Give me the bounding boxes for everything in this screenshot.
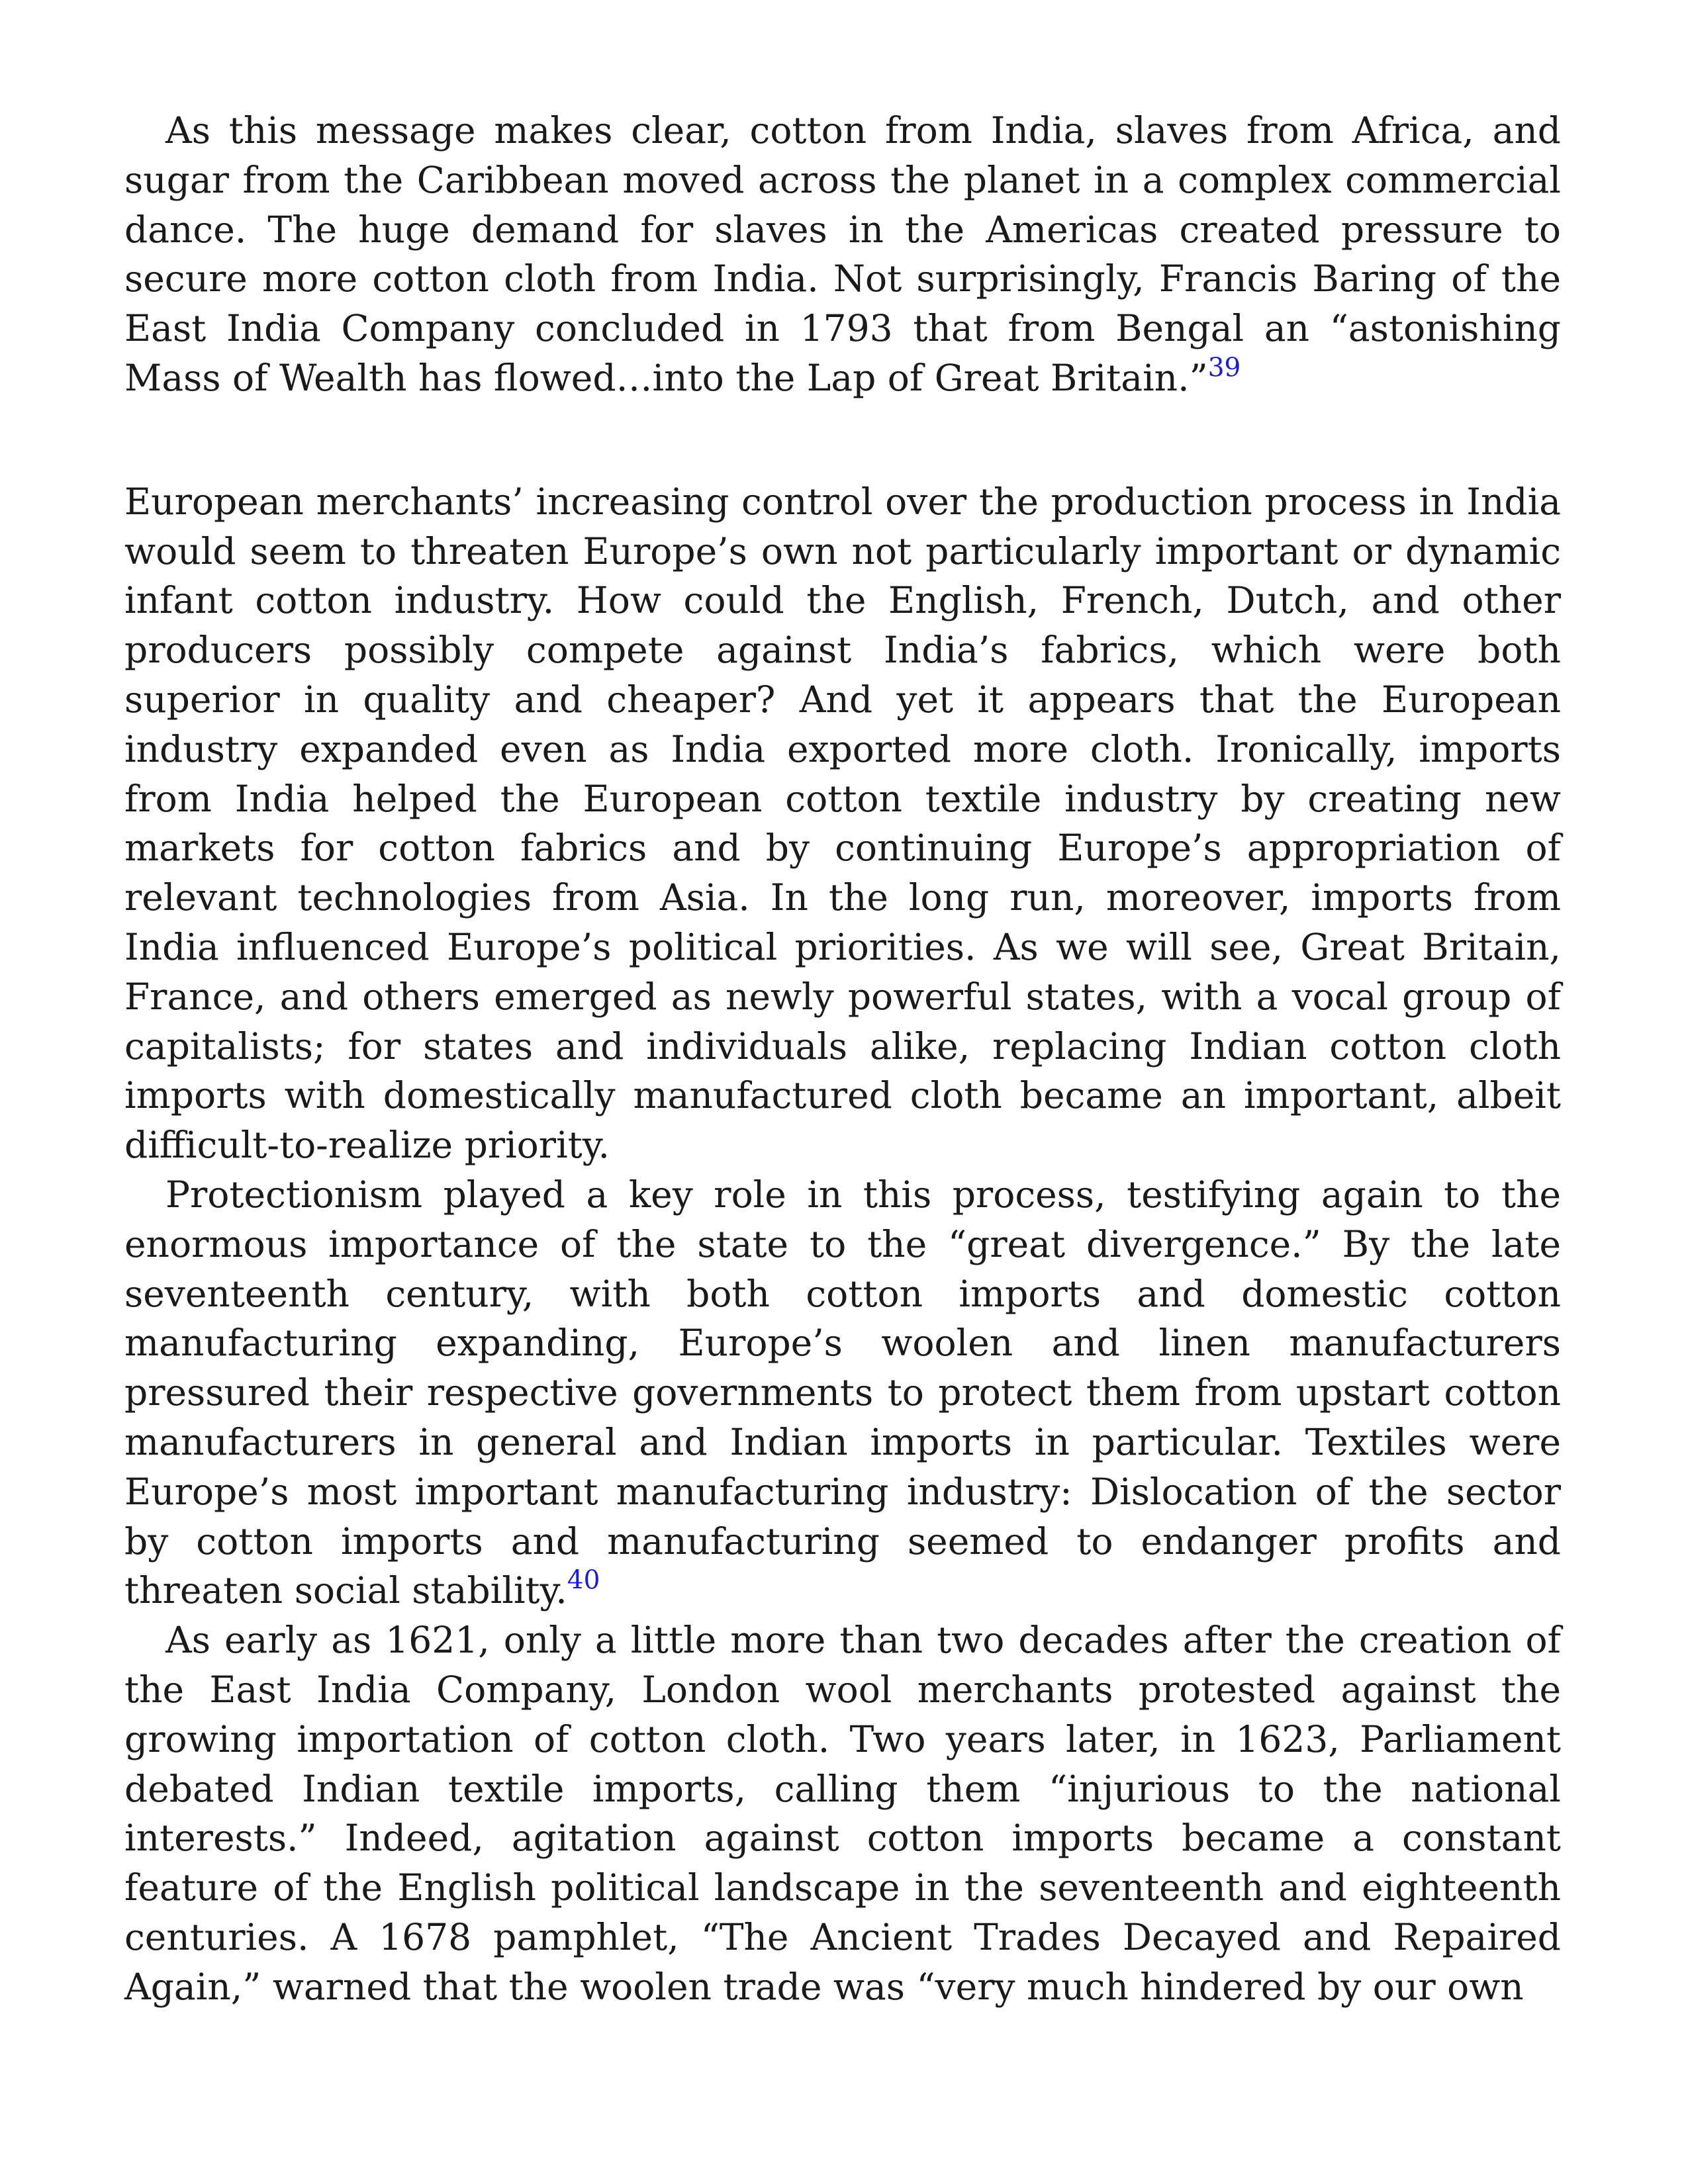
paragraph-text: As this message makes clear, cotton from India, slaves from Africa, and sugar from the Caribbean moved across the planet in a complex commercial dance. The huge demand for slaves in the Americas created pressure to secure more cotton cloth from India. Not surprisingly, Francis Baring of the East India Company concluded in 1793 that from Bengal an “astonishing Mass of Wealth has flowed…into the Lap of Great Britain.” bbox=[124, 109, 1561, 399]
paragraph-text: European merchants’ increasing control over the production process in India would seem to threaten Europe’s own not particularly important or dynamic infant cotton industry. How could the English, French, Dutch, and other producers possibly compete against India’s fabrics, which were both superior in quality and cheaper? And yet it appears that the European industry expanded even as India exported more cloth. Ironically, imports from India helped the European cotton textile industry by creating new markets for cotton fabrics and by continuing Europe’s appropriation of relevant technologies from Asia. In the long run, moreover, imports from India influenced Europe’s political priorities. As we will see, Great Britain, France, and others emerged as newly powerful states, with a vocal group of capitalists; for states and individuals alike, replacing Indian cotton cloth imports with domestically manufactured cloth became an important, albeit difficult-to-realize priority. bbox=[124, 480, 1561, 1167]
paragraph-4 bbox=[124, 1615, 1561, 2011]
paragraph-text: As early as 1621, only a little more than two decades after the creation of the East India Company, London wool merchants protested against the growing importation of cotton cloth. Two years later, in 1623, Parliament debated Indian textile imports, calling them “injurious to the national interests.” Indeed, agitation against cotton imports became a constant feature of the English political landscape in the seventeenth and eighteenth centuries. A 1678 pamphlet, “The Ancient Trades Decayed and Repaired Again,” warned that the woolen trade was “very much hindered by our own bbox=[124, 1619, 1561, 2008]
section-break bbox=[124, 403, 1561, 477]
footnote-ref-40[interactable]: 40 bbox=[567, 1565, 600, 1596]
paragraph-1 bbox=[124, 106, 1561, 403]
paragraph-text: Protectionism played a key role in this process, testifying again to the enormous importance of the state to the “great divergence.” By the late seventeenth century, with both cotton imports and domestic cotton manufacturing expanding, Europe’s woolen and linen manufacturers pressured their respective governments to protect them from upstart cotton manufacturers in general and Indian imports in particular. Textiles were Europe’s most important manufacturing industry: Dislocation of the sector by cotton imports and manufacturing seemed to endanger profits and threaten social stability. bbox=[124, 1173, 1561, 1612]
footnote-ref-39[interactable]: 39 bbox=[1207, 353, 1241, 383]
paragraph-3 bbox=[124, 1170, 1561, 1615]
paragraph-2 bbox=[124, 477, 1561, 1170]
page-body bbox=[124, 106, 1561, 2011]
